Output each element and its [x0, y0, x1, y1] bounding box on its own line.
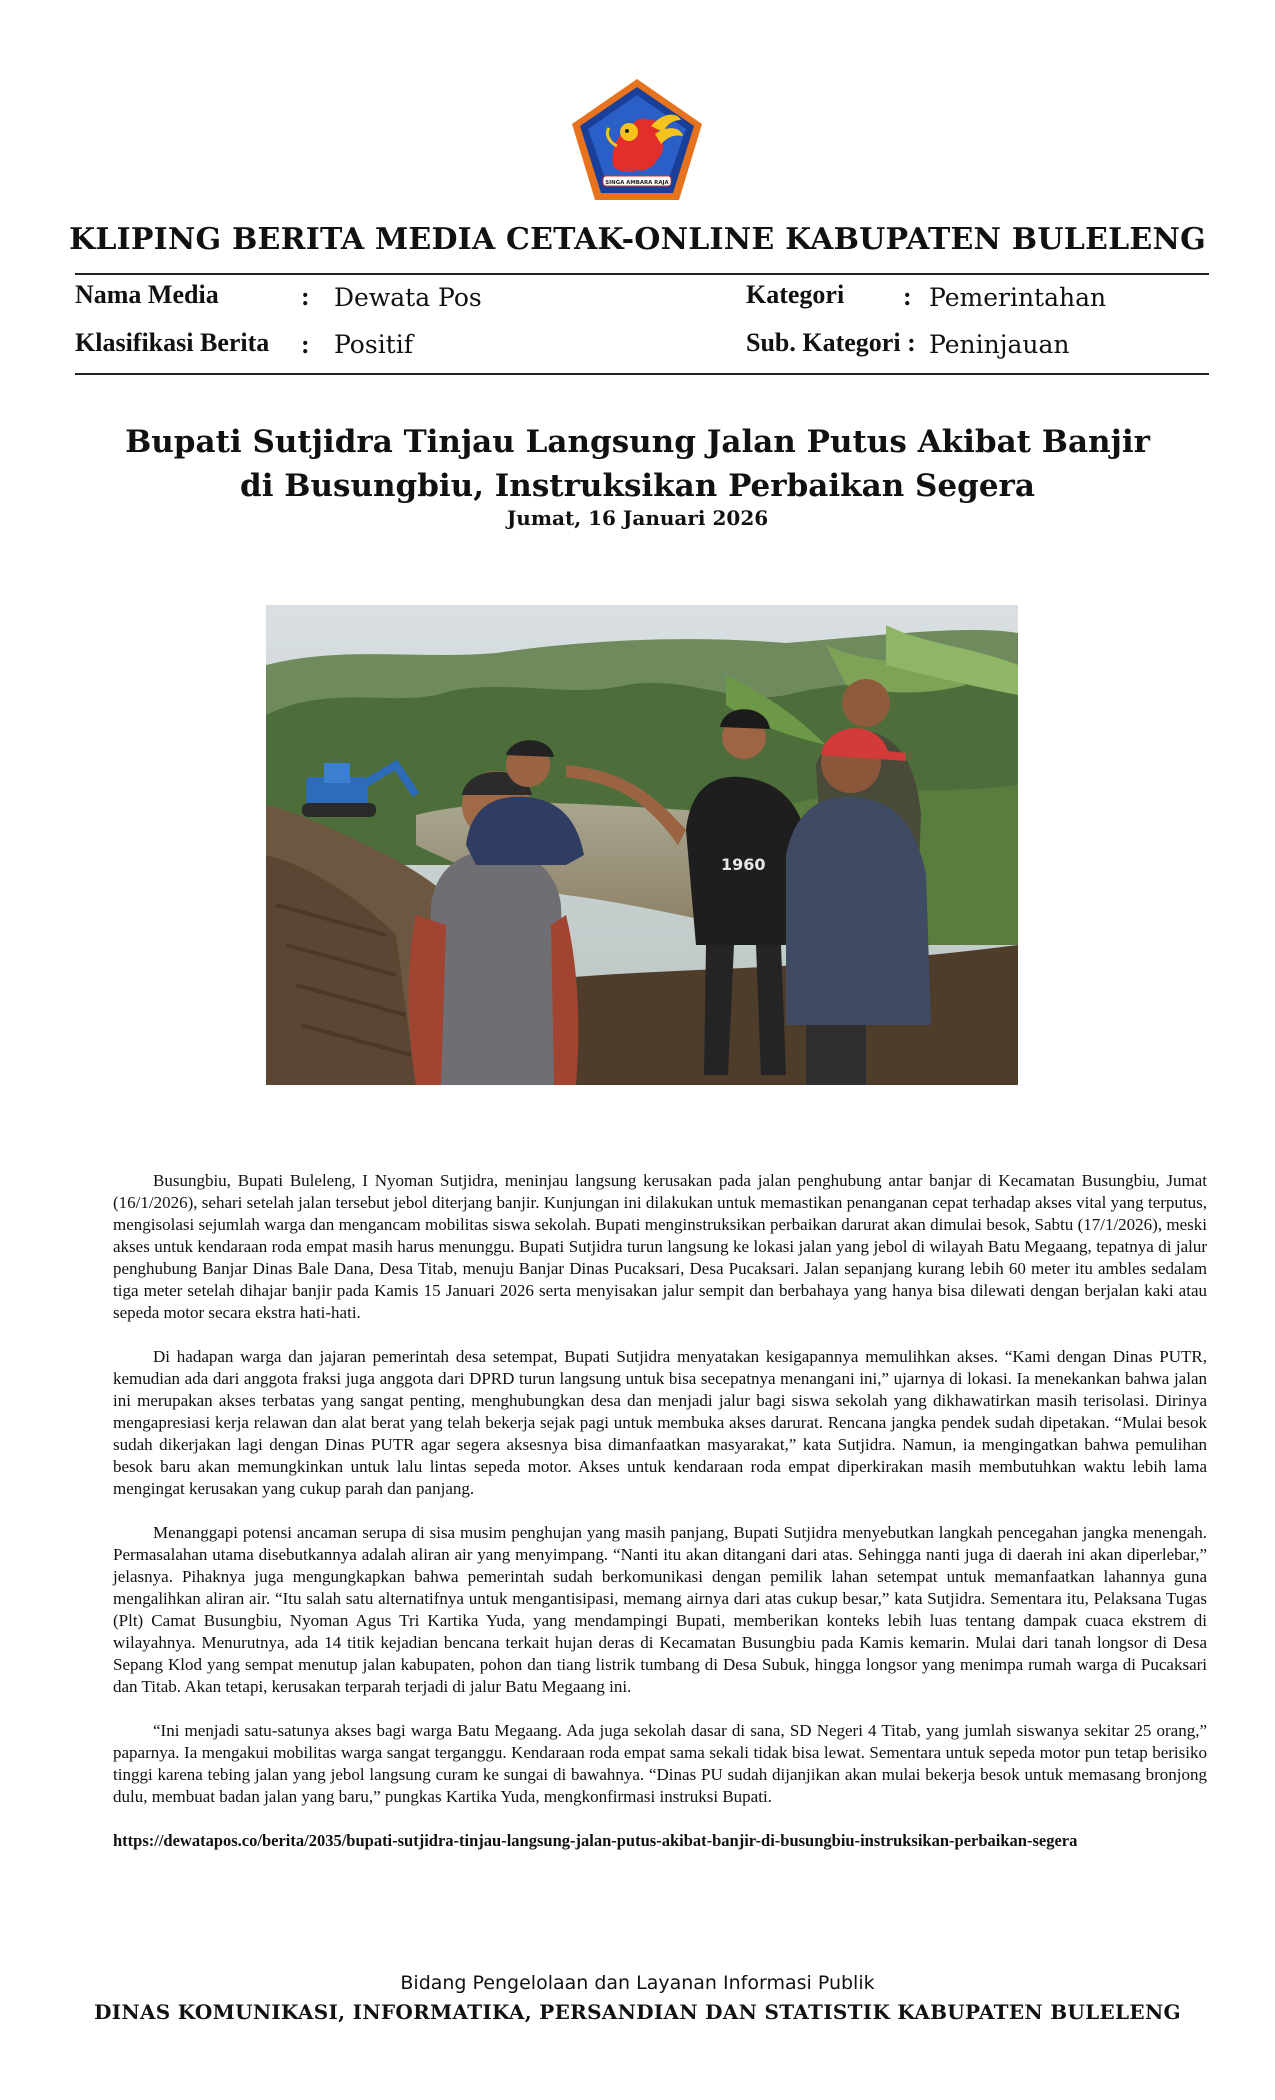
- divider-top: [75, 273, 1209, 275]
- logo-motto: SINGA AMBARA RAJA: [605, 180, 669, 186]
- footer-division: Bidang Pengelolaan dan Layanan Informasi Publik: [400, 1972, 875, 1994]
- article-date: Jumat, 16 Januari 2026: [506, 506, 769, 530]
- article-body: [113, 1170, 1207, 1874]
- article-paragraph-4: “Ini menjadi satu-satunya akses bagi warga Batu Megaang. Ada juga sekolah dasar di sana, SD Negeri 4 Titab, yang jumlah siswanya sekitar 25 orang,” paparnya. Ia mengakui mobilitas warga sangat terganggu. Kendaraan roda empat sama sekali tidak bisa lewat. Sementara untuk sepeda motor pun tetap berisiko tinggi karena tebing jalan yang jebol langsung curam ke sungai di bawahnya. “Dinas PU sudah dijanjikan akan mulai bekerja besok untuk memasang bronjong dulu, membuat badan jalan yang baru,” pungkas Kartika Yuda, mengkonfirmasi instruksi Bupati.: [113, 1721, 1207, 1806]
- source-url-link[interactable]: https://dewatapos.co/berita/2035/bupati-sutjidra-tinjau-langsung-jalan-putus-akibat-banjir-di-busungbiu-instruksikan-perbaikan-segera: [113, 1831, 1078, 1850]
- article-photo: [266, 605, 1018, 1085]
- footer-agency: DINAS KOMUNIKASI, INFORMATIKA, PERSANDIAN DAN STATISTIK KABUPATEN BULELENG: [94, 2000, 1181, 2024]
- kategori-label: Kategori: [746, 280, 845, 309]
- headline-line-2: di Busungbiu, Instruksikan Perbaikan Segera: [240, 468, 1035, 504]
- article-paragraph-3: Menanggapi potensi ancaman serupa di sisa musim penghujan yang masih panjang, Bupati Sutjidra menyebutkan langkah pencegahan jangka menengah. Permasalahan utama disebutkannya adalah aliran air yang menyimpang. “Nanti itu akan ditangani dari atas. Sehingga nanti juga di daerah ini akan diperlebar,” jelasnya. Pihaknya juga mengungkapkan bahwa pemerintah sudah berkomunikasi dengan pemilik lahan setempat untuk memanfaatkan lahannya guna mengalihkan aliran air. “Itu salah satu alternatifnya untuk mengantisipasi, memang airnya dari atas cukup besar,” kata Sutjidra. Sementara itu, Pelaksana Tugas (Plt) Camat Busungbiu, Nyoman Agus Tri Kartika Yuda, yang mendampingi Bupati, memberikan konteks lebih luas tentang dampak cuaca ekstrem di wilayahnya. Menurutnya, ada 14 titik kejadian bencana terkait hujan deras di Kecamatan Busungbiu pada Kamis kemarin. Mulai dari tanah longsor di Desa Sepang Klod yang sempat menutup jalan kabupaten, pohon dan tiang listrik tumbang di Desa Subuk, hingga longsor yang menimpa rumah warga di Pucaksari dan Titab. Akan tetapi, kerusakan terparah terjadi di jalur Batu Megaang ini.: [113, 1523, 1207, 1696]
- divider-bottom: [75, 373, 1209, 375]
- media-label: Nama Media: [75, 280, 219, 309]
- klasifikasi-colon: :: [301, 330, 310, 359]
- media-value: Dewata Pos: [334, 283, 482, 312]
- article-paragraph-1: Busungbiu, Bupati Buleleng, I Nyoman Sutjidra, meninjau langsung kerusakan pada jalan penghubung antar banjar di Kecamatan Busungbiu, Jumat (16/1/2026), sehari setelah jalan tersebut jebol diterjang banjir. Kunjungan ini dilakukan untuk memastikan penanganan cepat terhadap akses vital yang terputus, mengisolasi sejumlah warga dan mengancam mobilitas siswa sekolah. Bupati menginstruksikan perbaikan darurat akan dimulai besok, Sabtu (17/1/2026), meski akses untuk kendaraan roda empat masih harus menunggu. Bupati Sutjidra turun langsung ke lokasi jalan yang jebol di wilayah Batu Megaang, tepatnya di jalur penghubung Banjar Dinas Bale Dana, Desa Titab, menuju Banjar Dinas Pucaksari, Desa Pucaksari. Jalan sepanjang kurang lebih 60 meter itu ambles sedalam tiga meter setelah dihajar banjir pada Kamis 15 Januari 2026 serta menyisakan jalur sempit dan berbahaya yang hanya bisa dilewati dengan berjalan kaki atau sepeda motor secara ekstra hati-hati.: [113, 1171, 1207, 1322]
- klasifikasi-value: Positif: [334, 330, 413, 359]
- klasifikasi-label: Klasifikasi Berita: [75, 328, 270, 357]
- document-title: KLIPING BERITA MEDIA CETAK-ONLINE KABUPATEN BULELENG: [69, 222, 1206, 257]
- subkategori-value: Peninjauan: [929, 330, 1070, 359]
- kategori-colon: :: [903, 282, 912, 311]
- svg-text:1960: 1960: [721, 855, 766, 874]
- article-paragraph-2: Di hadapan warga dan jajaran pemerintah desa setempat, Bupati Sutjidra menyatakan kesigapannya memulihkan akses. “Kami dengan Dinas PUTR, kemudian ada dari anggota fraksi juga anggota dari DPRD turun langsung untuk bisa secepatnya menangani ini,” ujarnya di lokasi. Ia menekankan bahwa jalan ini merupakan akses terbatas yang sangat penting, menghubungkan desa dan menjadi jalur bagi siswa sekolah yang dikhawatirkan masih terisolasi. Dirinya mengapresiasi kerja relawan dan alat berat yang telah bekerja sejak pagi untuk membuka akses darurat. Rencana jangka pendek sudah dipetakan. “Mulai besok sudah dikerjakan lagi dengan Dinas PUTR agar segera aksesnya bisa dimanfaatkan masyarakat,” kata Sutjidra. Namun, ia mengingatkan bahwa pemulihan besok baru akan memungkinkan untuk lalu lintas sepeda motor. Akses untuk kendaraan roda empat diperkirakan masih membutuhkan waktu lebih lama mengingat kerusakan yang cukup parah dan panjang.: [113, 1347, 1207, 1498]
- article-headline: [0, 420, 1275, 508]
- headline-line-1: Bupati Sutjidra Tinjau Langsung Jalan Putus Akibat Banjir: [125, 424, 1150, 460]
- kategori-value: Pemerintahan: [929, 283, 1107, 312]
- buleleng-emblem-logo: [567, 76, 707, 204]
- media-colon: :: [301, 282, 310, 311]
- subkategori-label: Sub. Kategori :: [746, 328, 916, 357]
